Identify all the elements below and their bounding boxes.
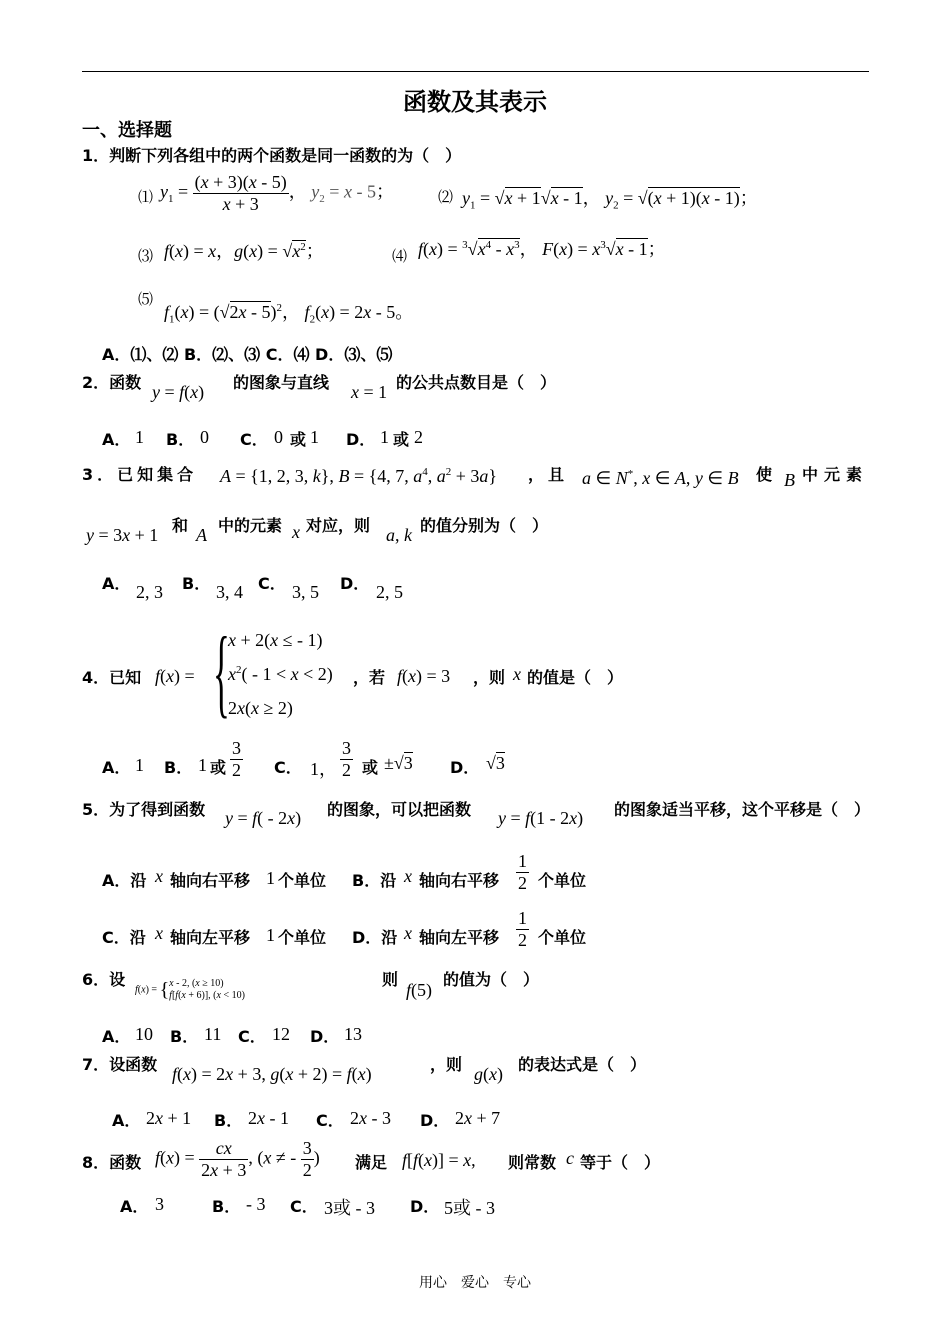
q7-option-d-label: D． [420,1111,450,1130]
q5-option-c-axis: 轴向左平移 [170,928,251,947]
q3-option-b-label: B． [182,574,211,593]
q8-function: f(x) = $\frac{cx}{2x + 3}$ , (x ≠ - $\frac{3}{2}$ ) [155,1138,320,1180]
q5-option-c-x: x [155,923,163,943]
q4-option-b-val1: 1 [198,755,207,775]
q6-option-a-label: A． [102,1027,131,1046]
q8-option-b-label: B． [212,1197,241,1216]
q4-option-c-frac: $\frac{3}{2}$ [342,738,351,780]
q1-part-5-formula: $f_1(x) = (√2x - 5)^2$， $f_2(x) = 2x - 5$。 [164,302,414,326]
q3-mapping: y = 3x + 1 [86,525,159,545]
q8-option-c: 3或 - 3 [324,1198,375,1218]
q1-part-4-formula: $f(x) = ^3√x^4 - x^3$， $F(x) = x^3√x - 1$； [418,239,666,259]
q1-part-1-formula: $y_1$ = $\frac{(x + 3)(x - 5)}{x + 3}$ ， $y_2 = x - 5$； [160,172,394,214]
q5-option-d-x: x [404,923,412,943]
q6-mid-text: 则 [382,970,399,989]
q1-part-5-label: ⑸ [138,290,154,308]
q3-ak: a, k [386,525,412,545]
question-6-number: 6．设 [82,970,126,989]
q3-tail-1: ，且 [528,465,569,484]
q1-part-2-formula: $y_1 = √x + 1√x - 1$， $y_2 = √(x + 1)(x - 1)$； [462,188,758,212]
q5-option-b-label: B．沿 [352,871,397,890]
q3-option-d-label: D． [340,574,370,593]
q5-option-d-unit: 个单位 [538,928,587,947]
q5-option-b-x: x [404,866,412,886]
q4-case-3: 2x(x ≥ 2) [228,698,293,718]
q4-option-b-or: 或 [210,758,227,777]
q8-option-a-label: A． [120,1197,149,1216]
q2-tail-text: 的公共点数目是（ ） [396,373,557,392]
q3-option-c-label: C． [258,574,286,593]
q1-part-2-label: ⑵ [438,188,454,206]
q7-option-a: 2x + 1 [146,1108,192,1128]
q1-part-4-label: ⑷ [392,247,408,265]
q6-option-b-label: B． [170,1027,199,1046]
q3-tail-2: 使 [756,465,773,484]
q5-option-d-axis: 轴向左平移 [419,928,500,947]
q5-tail-text: 的图象适当平移，这个平移是（ ） [614,800,871,819]
q2-line: x = 1 [351,382,388,402]
q5-option-b-axis: 轴向右平移 [419,871,500,890]
q2-mid-text: 的图象与直线 [233,373,330,392]
q2-option-c-label: C． [240,430,268,449]
q5-option-c-label: C．沿 [102,928,146,947]
q5-mid-text: 的图象，可以把函数 [327,800,472,819]
q2-option-d-or: 或 [393,430,410,449]
q2-function: y = f(x) [152,382,205,402]
q3-line2-d: 的值分别为（ ） [420,516,549,535]
q3-tail-3: 中元素 [802,465,869,484]
q2-option-c-or: 或 [290,430,307,449]
q4-option-c-or: 或 [362,758,379,777]
q6-f5: f(5) [406,980,433,1000]
q3-option-a-label: A． [102,574,131,593]
q1-part-1-label: ⑴ [138,188,154,206]
q4-option-a-label: A． [102,758,131,777]
q7-option-b-label: B． [214,1111,243,1130]
q4-option-b-frac: $\frac{3}{2}$ [232,738,241,780]
q2-option-c-val1: 0 [274,427,283,447]
q4-var-x: x [513,664,521,684]
q4-case-1: x + 2(x ≤ - 1) [228,630,323,650]
q5-option-a-x: x [155,866,163,886]
q5-option-d-frac: $\frac{1}{2}$ [518,908,527,950]
question-7-number: 7．设函数 [82,1055,158,1074]
q8-var-c: c [566,1148,574,1168]
q4-option-d: √3 [486,753,505,773]
q3-option-c: 3, 5 [292,582,319,602]
q3-sets: A = {1, 2, 3, k}, B = {4, 7, $a^4$, $a^2 + 3a$} [220,466,498,486]
q5-option-d-label: D．沿 [352,928,398,947]
q3-line2-a: 和 [172,516,189,535]
question-2-number: 2．函数 [82,373,142,392]
q4-brace: { [213,616,230,727]
q1-part-3-formula: f(x) = x，$g(x) = √x^2$； [164,241,324,261]
q7-option-b: 2x - 1 [248,1108,289,1128]
q5-option-a-val: 1 [266,868,275,888]
q5-option-b-frac: $\frac{1}{2}$ [518,851,527,893]
q3-condition: a ∈ N*, x ∈ A, y ∈ B [582,468,739,488]
q2-option-d-val2: 2 [414,427,423,447]
question-3-number: 3．已知集合 [82,465,198,484]
question-8-number: 8．函数 [82,1153,142,1172]
q3-set-b: B [784,470,795,490]
q4-option-a: 1 [135,755,144,775]
q3-set-a: A [196,525,207,545]
q6-tail-text: 的值为（ ） [443,970,540,989]
q4-tail-text: ，则 [473,668,506,687]
q4-option-c-val3: ±√3 [384,753,413,773]
q8-option-a: 3 [155,1194,164,1214]
q2-option-d-val1: 1 [380,427,389,447]
q7-mid-text: ，则 [430,1055,463,1074]
q3-option-d: 2, 5 [376,582,403,602]
q7-option-d: 2x + 7 [455,1108,501,1128]
q8-tail2-text: 等于（ ） [580,1153,661,1172]
q8-mid-text: 满足 [355,1153,388,1172]
q6-option-d-label: D． [310,1027,340,1046]
q8-option-d: 5或 - 3 [444,1198,495,1218]
section-heading: 一、选择题 [82,120,172,141]
q6-option-c: 12 [272,1024,290,1044]
q7-gx: g(x) [474,1064,503,1084]
question-1-stem: 1．判断下列各组中的两个函数是同一函数的为（ ） [82,146,462,165]
q4-option-b-label: B． [164,758,193,777]
q5-target-function: y = f( - 2x) [225,808,302,828]
q7-tail-text: 的表达式是（ ） [518,1055,647,1074]
q8-option-b: - 3 [246,1194,266,1214]
q4-condition: f(x) = 3 [397,666,451,686]
q2-option-a: 1 [135,427,144,447]
q7-option-c: 2x - 3 [350,1108,391,1128]
question-5-number: 5．为了得到函数 [82,800,206,819]
q7-option-c-label: C． [316,1111,344,1130]
q5-source-function: y = f(1 - 2x) [498,808,584,828]
q2-option-b-label: B． [166,430,195,449]
q6-option-b: 11 [204,1024,222,1044]
q8-tail-text: 则常数 [508,1153,557,1172]
q4-mid-text: ，若 [353,668,386,687]
q6-option-d: 13 [344,1024,362,1044]
q6-piecewise: f(x) = {x - 2, (x ≥ 10) f[f(x + 6)], (x < 10) [135,978,245,1001]
q2-option-b: 0 [200,427,209,447]
q4-option-c-label: C． [274,758,302,777]
q4-option-d-label: D． [450,758,480,777]
page-footer: 用心 爱心 专心 [419,1275,531,1291]
top-rule [82,71,869,72]
q1-part-3-label: ⑶ [138,247,154,265]
q6-option-c-label: C． [238,1027,266,1046]
q4-option-c-val1: 1， [310,759,337,779]
q5-option-a-unit: 个单位 [278,871,327,890]
q4-fx: f(x) = [155,666,195,686]
q4-case-2: $x^2( - 1 < x < 2)$ [228,664,333,684]
q5-option-a-label: A．沿 [102,871,147,890]
q3-option-a: 2, 3 [136,582,163,602]
q7-condition: f(x) = 2x + 3, g(x + 2) = f(x) [172,1064,372,1084]
q6-option-a: 10 [135,1024,153,1044]
q5-option-c-val: 1 [266,925,275,945]
page-title: 函数及其表示 [403,88,547,116]
q5-option-c-unit: 个单位 [278,928,327,947]
q2-option-c-val2: 1 [310,427,319,447]
q3-line2-c: 对应，则 [306,516,371,535]
q7-option-a-label: A． [112,1111,141,1130]
q2-option-a-label: A． [102,430,131,449]
q8-option-c-label: C． [290,1197,318,1216]
q4-tail2-text: 的值是（ ） [527,668,624,687]
q3-line2-b: 中的元素 [218,516,283,535]
q2-option-d-label: D． [346,430,376,449]
q3-option-b: 3, 4 [216,582,243,602]
q1-options: A．⑴、⑵ B．⑵、⑶ C．⑷ D．⑶、⑸ [102,345,393,364]
q8-condition: f[f(x)] = x, [402,1150,476,1170]
q8-option-d-label: D． [410,1197,440,1216]
q5-option-b-unit: 个单位 [538,871,587,890]
q5-option-a-axis: 轴向右平移 [170,871,251,890]
question-4-number: 4．已知 [82,668,142,687]
q3-var-x: x [292,522,300,542]
